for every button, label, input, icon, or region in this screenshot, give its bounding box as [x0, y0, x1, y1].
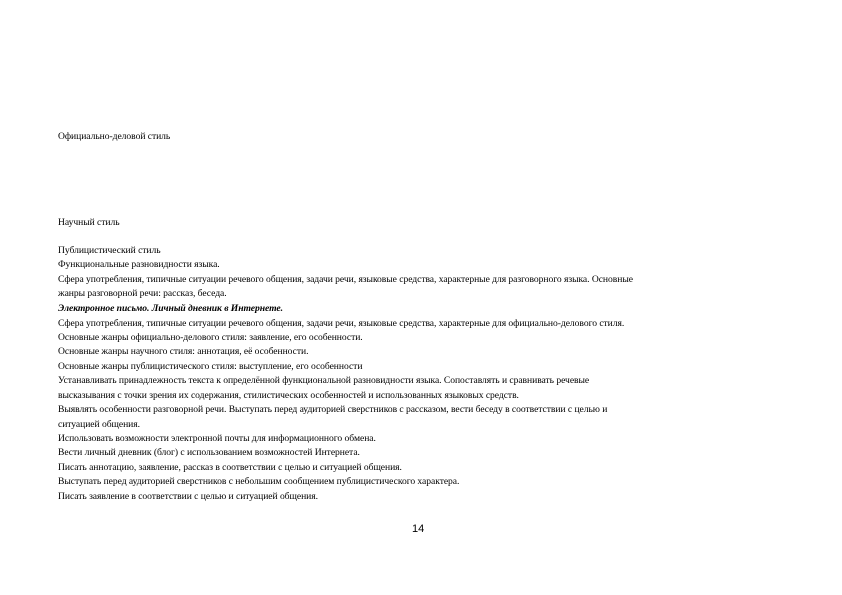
text-line: жанры разговорной речи: рассказ, беседа. [58, 288, 227, 299]
text-line: высказывания с точки зрения их содержания, стилистических особенностей и использованных языковых средств. [58, 390, 519, 401]
page-number: 14 [412, 523, 425, 535]
text-line: Сфера употребления, типичные ситуации речевого общения, задачи речи, языковые средства, характерные для официально-делового стиля. [58, 318, 625, 329]
text-line: Основные жанры официально-делового стиля: заявление, его особенности. [58, 332, 363, 343]
heading-scientific-style: Научный стиль [58, 217, 120, 228]
text-line: Вести личный дневник (блог) с использованием возможностей Интернета. [58, 447, 360, 458]
text-line: Писать заявление в соответствии с целью и ситуацией общения. [58, 491, 318, 502]
heading-official-style: Официально-деловой стиль [58, 131, 171, 142]
text-line: Основные жанры научного стиля: аннотация, её особенности. [58, 346, 309, 357]
text-line: Основные жанры публицистического стиля: выступление, его особенности [58, 361, 363, 372]
text-line-emphasized: Электронное письмо. Личный дневник в Интернете. [58, 303, 283, 314]
text-line: Устанавливать принадлежность текста к определённой функциональной разновидности языка. Сопоставлять и сравнивать речевые [58, 375, 590, 386]
text-line: Писать аннотацию, заявление, рассказ в соответствии с целью и ситуацией общения. [58, 462, 402, 473]
text-line: Выявлять особенности разговорной речи. Выступать перед аудиторией сверстников с рассказом, вести беседу в соответствии с целью и [58, 404, 608, 415]
text-line: Сфера употребления, типичные ситуации речевого общения, задачи речи, языковые средства, характерные для разговорного языка. Основные [58, 274, 633, 285]
text-line: ситуацией общения. [58, 419, 140, 430]
text-line: Функциональные разновидности языка. [58, 259, 220, 270]
text-line: Выступать перед аудиторией сверстников с небольшим сообщением публицистического характера. [58, 476, 460, 487]
text-line: Использовать возможности электронной почты для информационного обмена. [58, 433, 376, 444]
text-line: Публицистический стиль [58, 245, 161, 256]
